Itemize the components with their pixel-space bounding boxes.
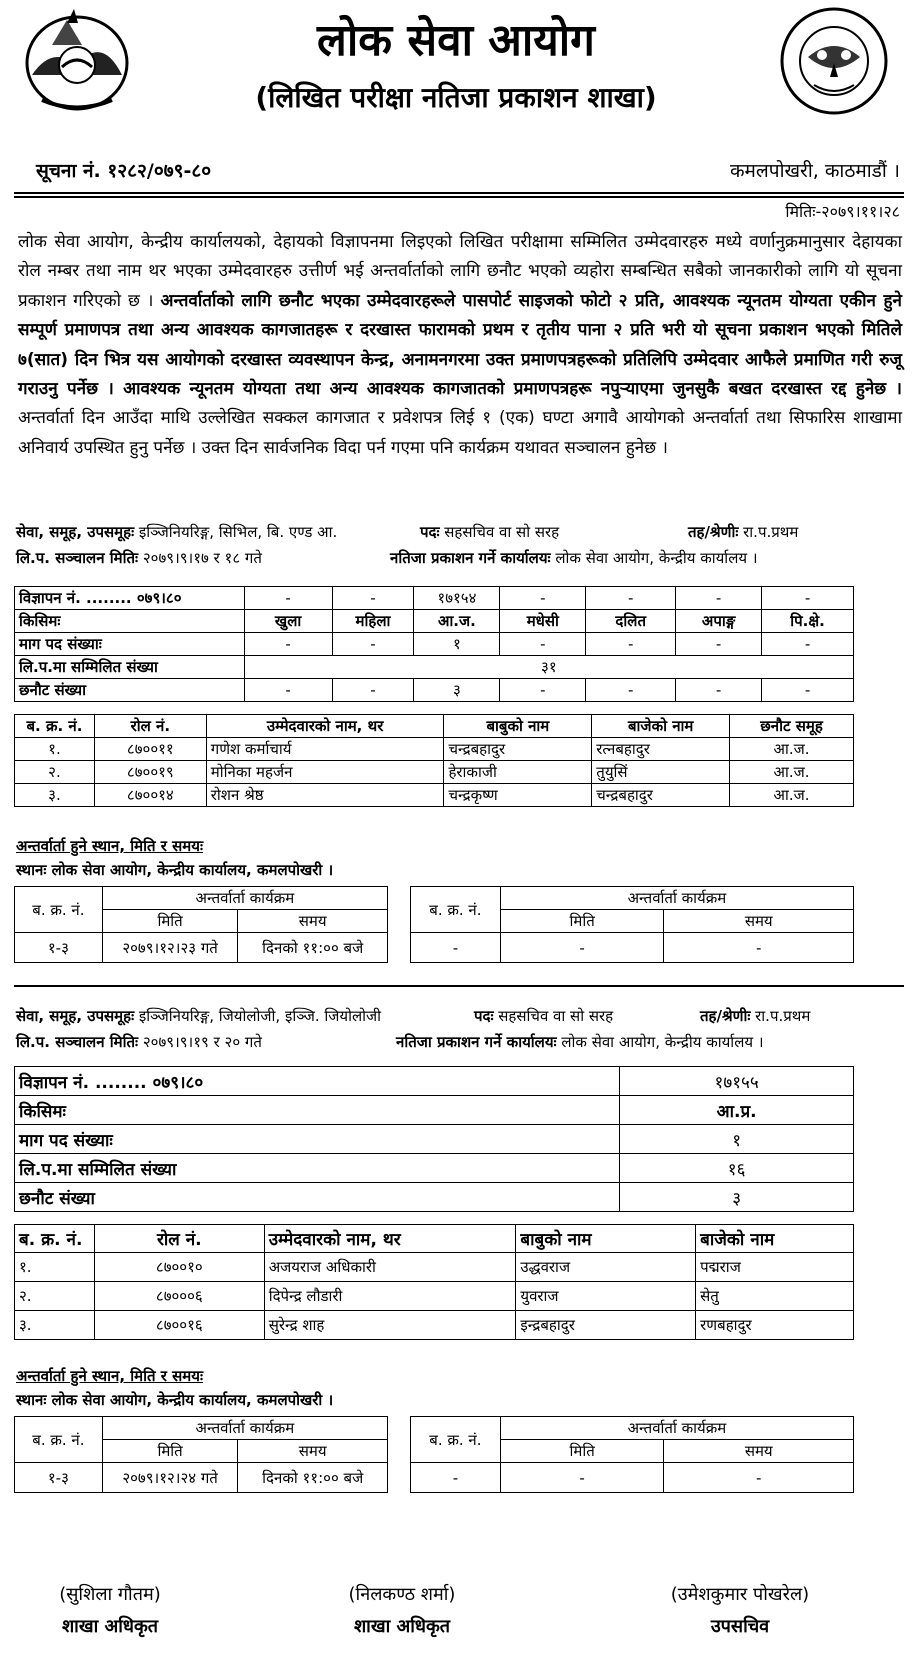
body-para-2: अन्तर्वार्ताको लागि छनौट भएका उम्मेदवारहरूले पासपोर्ट साइजको फोटो २ प्रति, आवश्यक न्यूनतम योग्यता एकीन हुने सम्पूर्ण प्रमाणपत्र तथा अन्य आवश्यक कागजातहरू र दरखास्त फारामको प्रथम र तृतीय पाना २ प्रति भरी यो सूचना प्रकाशन भएको मितिले ७(सात) दिन भित्र यस आयोगको दरखास्त व्यवस्थापन केन्द्र, अनामनगरमा उक्त प्रमाणपत्रहरूको प्रतिलिपि उम्मेदवार आफैले प्रमाणित गरी रुजू गराउनु पर्नेछ । आवश्यक न्यूनतम योग्यता तथा अन्य आवश्यक कागजातको प्रमाणपत्रहरू नपुऱ्याएमा जुनसुकै बखत दरखास्त रद्द हुनेछ । bbox=[18, 290, 902, 400]
s2-post-row: पदः सहसचिव वा सो सरह bbox=[474, 1007, 614, 1025]
s1-participants: ३१ bbox=[244, 656, 853, 679]
s1-exam-date: २०७९।९।१७ र १८ गते bbox=[142, 549, 262, 567]
s2-demand: १ bbox=[620, 1125, 854, 1154]
s2-participants: १६ bbox=[620, 1154, 854, 1183]
s1-venue: स्थानः लोक सेवा आयोग, केन्द्रीय कार्यालय, कमलपोखरी । bbox=[16, 861, 334, 879]
s1-adv-no-label: विज्ञापन नं. ........ ०७९।८० bbox=[15, 587, 245, 610]
table-row: ३. ८७००१४ रोशन श्रेष्ठ चन्द्रकृष्ण चन्द्रबहादुर आ.ज. bbox=[15, 784, 854, 807]
s2-exam-date: २०७९।९।१९ र २० गते bbox=[142, 1033, 262, 1051]
psc-seal bbox=[778, 5, 890, 117]
s1-service-row: सेवा, समूह, उपसमूहः इञ्जिनियरिङ्ग, सिभिल, बि. एण्ड आ. bbox=[16, 523, 338, 541]
header-divider bbox=[14, 192, 904, 194]
section-divider bbox=[14, 985, 904, 987]
s1-post-row: पदः सहसचिव वा सो सरह bbox=[420, 523, 560, 541]
s2-kind: आ.प्र. bbox=[620, 1096, 854, 1125]
signatory-1-title: शाखा अधिकृत bbox=[61, 1616, 159, 1637]
signatory-1-name: (सुशिला गौतम) bbox=[59, 1584, 161, 1605]
s2-venue-heading: अन्तर्वार्ता हुने स्थान, मिति र समयः bbox=[16, 1367, 203, 1385]
page-subtitle: (लिखित परीक्षा नतिजा प्रकाशन शाखा) bbox=[255, 81, 657, 114]
table-row: ३. ८७००१६ सुरेन्द्र शाह इन्द्रबहादुर रणबहादुर bbox=[15, 1311, 854, 1340]
s1-office-row: नतिजा प्रकाशन गर्ने कार्यालयः लोक सेवा आयोग, केन्द्रीय कार्यालय । bbox=[390, 549, 758, 567]
s1-kind-1: महिला bbox=[332, 610, 414, 633]
s2-adv-code: १७१५५ bbox=[620, 1067, 854, 1096]
s2-venue: स्थानः लोक सेवा आयोग, केन्द्रीय कार्यालय, कमलपोखरी । bbox=[16, 1391, 334, 1409]
s1-office: लोक सेवा आयोग, केन्द्रीय कार्यालय । bbox=[555, 549, 758, 567]
s1-adv-code: १७१५४ bbox=[414, 587, 500, 610]
s1-venue-heading: अन्तर्वार्ता हुने स्थान, मिति र समयः bbox=[16, 837, 203, 855]
signatory-3-name: (उमेशकुमार पोखरेल) bbox=[670, 1584, 810, 1605]
signatory-2-title: शाखा अधिकृत bbox=[353, 1616, 451, 1637]
s1-kind-0: खुला bbox=[244, 610, 332, 633]
s1-kind-2: आ.ज. bbox=[414, 610, 500, 633]
s2-advertisement-table: विज्ञापन नं. ........ ०७९।८० १७१५५ किसिमः आ.प्र. माग पद संख्याः १ लि.प.मा सम्मिलित संख्या १६ छनौट संख्या ३ bbox=[14, 1066, 854, 1212]
s2-office: लोक सेवा आयोग, केन्द्रीय कार्यालय । bbox=[561, 1033, 764, 1051]
s1-interview-time: दिनको ११:०० बजे bbox=[238, 933, 388, 963]
s2-level-row: तह/श्रेणीः रा.प.प्रथम bbox=[700, 1007, 811, 1025]
s1-level-row: तह/श्रेणीः रा.प.प्रथम bbox=[688, 523, 799, 541]
s1-exam-date-row: लि.प. सञ्चालन मितिः २०७९।९।१७ र १८ गते bbox=[16, 549, 262, 567]
table-row: १. ८७००१० अजयराज अधिकारी उद्धवराज पद्मराज bbox=[15, 1253, 854, 1282]
notice-number: सूचना नं. १२८२/०७९-८० bbox=[36, 160, 212, 182]
s2-interview-time: दिनको ११:०० बजे bbox=[238, 1463, 388, 1493]
psc-seal-icon bbox=[778, 5, 890, 117]
table-row: १. ८७००११ गणेश कर्माचार्य चन्द्रबहादुर रत्नबहादुर आ.ज. bbox=[15, 738, 854, 761]
table-row: २. ८७००१९ मोनिका महर्जन हेराकाजी तुयुसिं आ.ज. bbox=[15, 761, 854, 784]
s1-selected: ३ bbox=[414, 679, 500, 702]
s1-interview-date: २०७९।१२।२३ गते bbox=[102, 933, 238, 963]
notice-body bbox=[18, 228, 902, 463]
s2-schedule-table-2: ब. क्र. नं. अन्तर्वार्ता कार्यक्रम मिति समय - - - bbox=[410, 1416, 854, 1493]
s1-schedule-table-2: ब. क्र. नं. अन्तर्वार्ता कार्यक्रम मिति समय - - - bbox=[410, 886, 854, 963]
page-title: लोक सेवा आयोग bbox=[317, 15, 595, 66]
header-divider-2 bbox=[14, 196, 904, 198]
s1-candidates-table: ब. क्र. नं. रोल नं. उम्मेदवारको नाम, थर बाबुको नाम बाजेको नाम छनौट समूह १. ८७००११ गणेश कर्माचार्य चन्द्रबहादुर रत्नबहादुर आ.ज. २. ८७००१९ मोनिका महर्जन हेराकाजी तुयुसिं आ.ज. ३. ८७००१४ रोशन श्रेष्ठ चन्द्रकृष्ण चन्द्रबहादुर आ.ज. bbox=[14, 714, 854, 807]
s1-level: रा.प.प्रथम bbox=[743, 523, 799, 541]
body-para-3: अन्तर्वार्ता दिन आउँदा माथि उल्लेखित सक्कल कागजात र प्रवेशपत्र लिई १ (एक) घण्टा अगावै आयोगको अन्तर्वार्ता तथा सिफारिस शाखामा अनिवार्य उपस्थित हुनु पर्नेछ । उक्त दिन सार्वजनिक विदा पर्न गएमा पनि कार्यक्रम यथावत सञ्चालन हुनेछ । bbox=[18, 408, 902, 458]
s2-interview-date: २०७९।१२।२४ गते bbox=[102, 1463, 238, 1493]
s1-schedule-table: ब. क्र. नं. अन्तर्वार्ता कार्यक्रम मिति समय १-३ २०७९।१२।२३ गते दिनको ११:०० बजे bbox=[14, 886, 388, 963]
table-row: २. ८७०००६ दिपेन्द्र लौडारी युवराज सेतु bbox=[15, 1282, 854, 1311]
s1-kind-4: दलित bbox=[586, 610, 676, 633]
s2-exam-date-row: लि.प. सञ्चालन मितिः २०७९।९।१९ र २० गते bbox=[16, 1033, 262, 1051]
s2-level: रा.प.प्रथम bbox=[755, 1007, 811, 1025]
s1-kind-3: मधेसी bbox=[500, 610, 586, 633]
s2-adv-no-label: विज्ञापन नं. ........ ०७९।८० bbox=[15, 1067, 620, 1096]
s1-kind-6: पि.क्षे. bbox=[762, 610, 854, 633]
office-location: कमलपोखरी, काठमाडौं । bbox=[729, 160, 900, 182]
s1-demand: १ bbox=[414, 633, 500, 656]
s1-post: सहसचिव वा सो सरह bbox=[444, 523, 560, 541]
notice-date: मितिः-२०७९।११।२८ bbox=[785, 202, 900, 221]
body-para-1: लोक सेवा आयोग, केन्द्रीय कार्यालयको, देहायको विज्ञापनमा लिइएको लिखित परीक्षामा सम्मिलित उम्मेदवारहरु मध्ये वर्णानुक्रमानुसार देहायका रोल नम्बर तथा नाम थर भएका उम्मेदवारहरु उत्तीर्ण भई अन्तर्वार्ताको लागि छनौट भएको व्यहोरा सम्बन्धित सबैको जानकारीको लागि यो सूचना प्रकाशन गरिएको छ । bbox=[18, 232, 902, 311]
s2-service: इञ्जिनियरिङ्ग, जियोलोजी, इञ्जि. जियोलोजी bbox=[138, 1007, 382, 1025]
s2-office-row: नतिजा प्रकाशन गर्ने कार्यालयः लोक सेवा आयोग, केन्द्रीय कार्यालय । bbox=[396, 1033, 764, 1051]
s1-kind-5: अपाङ्ग bbox=[676, 610, 762, 633]
s2-candidates-table: ब. क्र. नं. रोल नं. उम्मेदवारको नाम, थर बाबुको नाम बाजेको नाम १. ८७००१० अजयराज अधिकारी उद्धवराज पद्मराज २. ८७०००६ दिपेन्द्र लौडारी युवराज सेतु ३. ८७००१६ सुरेन्द्र शाह इन्द्रबहादुर रणबहादुर bbox=[14, 1224, 854, 1340]
s1-service: इञ्जिनियरिङ्ग, सिभिल, बि. एण्ड आ. bbox=[138, 523, 338, 541]
s2-post: सहसचिव वा सो सरह bbox=[498, 1007, 614, 1025]
s2-schedule-table: ब. क्र. नं. अन्तर्वार्ता कार्यक्रम मिति समय १-३ २०७९।१२।२४ गते दिनको ११:०० बजे bbox=[14, 1416, 388, 1493]
signatory-2-name: (निलकण्ठ शर्मा) bbox=[348, 1584, 456, 1605]
s2-service-row: सेवा, समूह, उपसमूहः इञ्जिनियरिङ्ग, जियोलोजी, इञ्जि. जियोलोजी bbox=[16, 1007, 382, 1025]
signatory-3-title: उपसचिव bbox=[710, 1616, 770, 1637]
s2-selected: ३ bbox=[620, 1183, 854, 1212]
s1-advertisement-table: विज्ञापन नं. ........ ०७९।८० - - १७१५४ - - - - किसिमः खुला महिला आ.ज. मधेसी दलित अपाङ्ग पि.क्षे. माग पद संख्याः - - १ - - - - लि.प.मा सम्मिलित संख्या ३१ छनौट संख्या - - ३ - - - - bbox=[14, 586, 854, 702]
